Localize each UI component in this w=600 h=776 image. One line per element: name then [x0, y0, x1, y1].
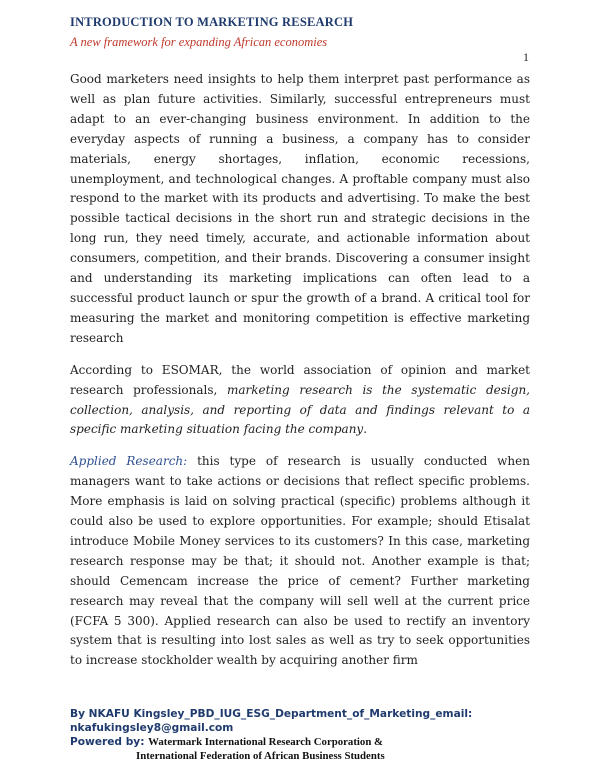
footer: [70, 707, 540, 763]
footer-author: By NKAFU Kingsley_PBD_IUG_ESG_Department_of_Marketing_email:: [70, 708, 473, 720]
paragraph-3: [70, 452, 530, 671]
paragraph-1-text: Good marketers need insights to help them interpret past performance as well as plan future activities. Similarly, successful entrepreneurs must adapt to an ever-changing business environment. In addition to the everyday aspects of running a business, a company has to consider materials, energy shortages, inflation, economic recessions, unemployment, and technological changes. A proftable company must also respond to the market with its products and advertising. To make the best possible tactical decisions in the short run and strategic decisions in the long run, they need timely, accurate, and actionable information about consumers, competition, and their brands. Discovering a consumer insight and understanding its marketing implications can often lead to a successful product launch or spur the growth of a brand. A critical tool for measuring the market and monitoring competition is effective marketing research: [70, 72, 530, 345]
powered-by-org-2: International Federation of African Business Students: [136, 750, 385, 762]
header-subtitle: A new framework for expanding African economies: [70, 35, 328, 49]
page-number: 1: [523, 50, 529, 64]
body-text: [70, 70, 530, 683]
paragraph-2: [70, 361, 530, 441]
paragraph-2-intro: According to ESOMAR, the world association of opinion and market research professionals,: [70, 362, 530, 397]
powered-by-separator: :: [140, 736, 149, 748]
paragraph-2-end: .: [363, 422, 368, 437]
powered-by-org-1: Watermark International Research Corporation &: [148, 736, 384, 748]
powered-by-label: Powered by: [70, 736, 141, 748]
marketing-research-definition: marketing research is the systematic design, collection, analysis, and reporting of data and findings relevant to a specific marketing situation facing the company: [70, 382, 530, 437]
applied-research-label: Applied Research:: [70, 454, 188, 469]
header-title: INTRODUCTION TO MARKETING RESEARCH: [70, 15, 354, 29]
footer-email: nkafukingsley8@gmail.com: [70, 722, 234, 734]
paragraph-3-text: this type of research is usually conducted when managers want to take actions or decisions that reflect specific problems. More emphasis is laid on solving practical (specific) problems although it could also be used to explore opportunities. For example; should Etisalat introduce Mobile Money services to its customers? In this case, marketing research response may be that; it should not. Another example is that; should Cemencam increase the price of cement? Further marketing research may reveal that the company will sell well at the current price (FCFA 5 300). Applied research can also be used to rectify an inventory system that is resulting into lost sales as well as try to seek opportunities to increase stockholder wealth by acquiring another firm: [70, 454, 530, 668]
paragraph-1: [70, 70, 530, 349]
footer-powered: [70, 735, 540, 749]
